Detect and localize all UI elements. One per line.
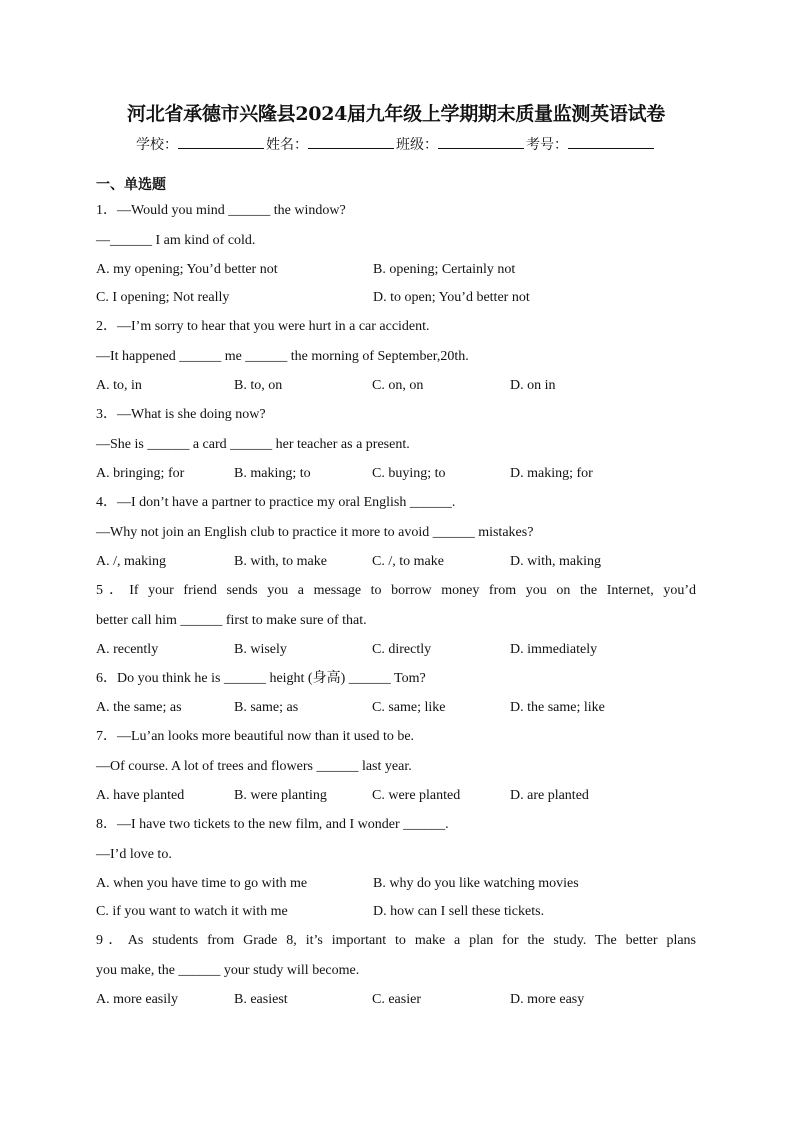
- option-row: [96, 636, 696, 664]
- option-d: D. with, making: [510, 554, 601, 569]
- option-row: [96, 460, 696, 488]
- option-row: [96, 986, 696, 1014]
- option-b: B. to, on: [234, 378, 283, 393]
- option-a: A. when you have time to go with me: [96, 876, 308, 891]
- option-row: [96, 284, 696, 312]
- option-d: D. making; for: [510, 466, 593, 481]
- question-2: [96, 312, 696, 400]
- question-line: you make, the ______ your study will become.: [96, 963, 360, 978]
- class-blank: [438, 134, 524, 149]
- option-c: C. if you want to watch it with me: [96, 904, 288, 919]
- option-b: B. why do you like watching movies: [373, 876, 579, 891]
- option-a: A. have planted: [96, 788, 185, 803]
- section-heading: 一、单选题: [96, 177, 166, 193]
- question-stem: 1．—Would you mind ______ the window?: [96, 203, 346, 218]
- option-b: B. with, to make: [234, 554, 327, 569]
- option-d: D. are planted: [510, 788, 589, 803]
- option-row: [96, 870, 696, 898]
- question-stem: 7．—Lu’an looks more beautiful now than it used to be.: [96, 729, 415, 744]
- option-a: A. my opening; You’d better not: [96, 262, 278, 277]
- school-label: 学校：: [136, 137, 178, 153]
- question-stem: 2．—I’m sorry to hear that you were hurt in a car accident.: [96, 319, 430, 334]
- question-stem: 5．If your friend sends you a message to borrow money from you on the Internet, you’d: [96, 583, 696, 598]
- school-blank: [178, 134, 264, 149]
- question-stem: 4．—I don’t have a partner to practice my oral English ______.: [96, 495, 456, 510]
- exam-no-blank: [568, 134, 654, 149]
- exam-no-label: 考号：: [526, 137, 568, 153]
- option-row: [96, 256, 696, 284]
- question-stem: 3．—What is she doing now?: [96, 407, 266, 422]
- option-a: A. bringing; for: [96, 466, 185, 481]
- option-a: A. the same; as: [96, 700, 182, 715]
- name-label: 姓名：: [266, 137, 308, 153]
- option-row: [96, 694, 696, 722]
- option-d: D. the same; like: [510, 700, 605, 715]
- question-8: [96, 810, 696, 926]
- option-row: [96, 548, 696, 576]
- option-b: B. making; to: [234, 466, 311, 481]
- option-d: D. immediately: [510, 642, 598, 657]
- option-c: C. directly: [372, 642, 432, 657]
- option-c: C. easier: [372, 992, 421, 1007]
- option-b: B. same; as: [234, 700, 299, 715]
- question-stem: 6．Do you think he is ______ height (身高) ______ Tom?: [96, 671, 426, 686]
- question-6: [96, 664, 696, 722]
- question-line: —______ I am kind of cold.: [96, 233, 256, 248]
- option-c: C. I opening; Not really: [96, 290, 230, 305]
- option-a: A. to, in: [96, 378, 142, 393]
- question-line: —I’d love to.: [96, 847, 172, 862]
- option-b: B. wisely: [234, 642, 287, 657]
- option-a: A. recently: [96, 642, 159, 657]
- option-d: D. to open; You’d better not: [373, 290, 530, 305]
- option-a: A. /, making: [96, 554, 166, 569]
- option-b: B. opening; Certainly not: [373, 262, 516, 277]
- option-b: B. were planting: [234, 788, 327, 803]
- option-c: C. were planted: [372, 788, 461, 803]
- question-line: —She is ______ a card ______ her teacher as a present.: [96, 437, 410, 452]
- option-c: C. same; like: [372, 700, 446, 715]
- question-7: [96, 722, 696, 810]
- question-line: —Of course. A lot of trees and flowers ______ last year.: [96, 759, 412, 774]
- option-row: [96, 372, 696, 400]
- class-label: 班级：: [396, 137, 438, 153]
- question-stem: 8．—I have two tickets to the new film, and I wonder ______.: [96, 817, 449, 832]
- option-d: D. how can I sell these tickets.: [373, 904, 545, 919]
- name-blank: [308, 134, 394, 149]
- question-4: [96, 488, 696, 576]
- question-line: better call him ______ first to make sure of that.: [96, 613, 367, 628]
- option-c: C. buying; to: [372, 466, 446, 481]
- option-c: C. /, to make: [372, 554, 444, 569]
- question-9: [96, 926, 696, 1014]
- option-row: [96, 782, 696, 810]
- exam-page: [96, 100, 696, 1014]
- option-d: D. more easy: [510, 992, 585, 1007]
- option-c: C. on, on: [372, 378, 424, 393]
- student-info-row: [96, 134, 696, 156]
- option-row: [96, 898, 696, 926]
- question-list: [96, 196, 696, 1014]
- question-line: —Why not join an English club to practice it more to avoid ______ mistakes?: [96, 525, 534, 540]
- question-3: [96, 400, 696, 488]
- question-line: —It happened ______ me ______ the morning of September,20th.: [96, 349, 469, 364]
- question-1: [96, 196, 696, 312]
- option-b: B. easiest: [234, 992, 288, 1007]
- option-d: D. on in: [510, 378, 556, 393]
- question-5: [96, 576, 696, 664]
- exam-title: 河北省承德市兴隆县2024届九年级上学期期末质量监测英语试卷: [127, 103, 665, 125]
- option-a: A. more easily: [96, 992, 179, 1007]
- question-stem: 9．As students from Grade 8, it’s important to make a plan for the study. The better plans: [96, 933, 696, 948]
